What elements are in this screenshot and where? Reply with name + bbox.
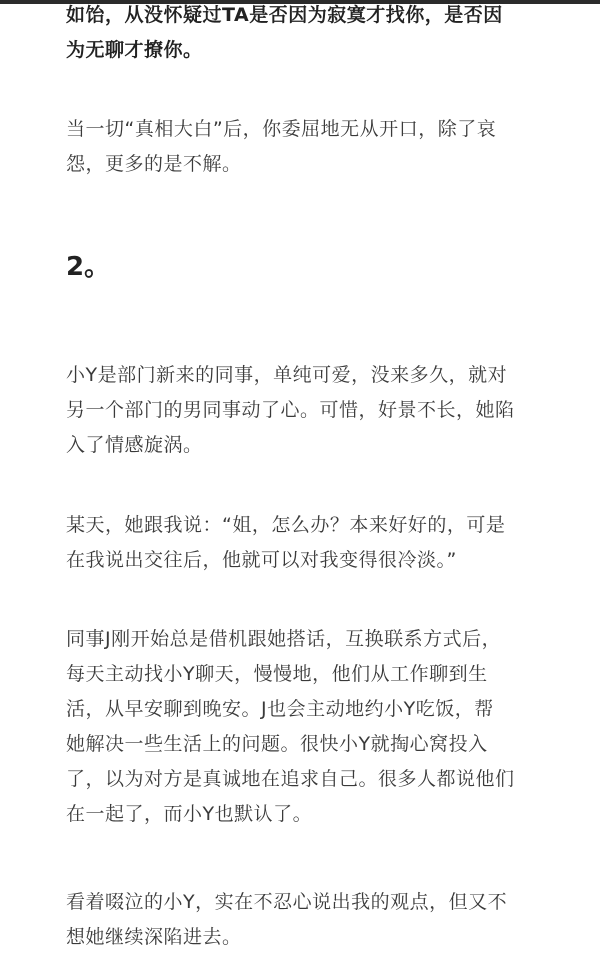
paragraph-line: 了，以为对方是真诚地在追求自己。很多人都说他们 bbox=[66, 768, 515, 790]
paragraph-line: 在一起了，而小Y也默认了。 bbox=[66, 803, 313, 825]
paragraph-line: 在我说出交往后，他就可以对我变得很冷淡。” bbox=[66, 549, 457, 571]
paragraph-line: 如饴，从没怀疑过TA是否因为寂寞才找你，是否因 bbox=[66, 4, 503, 26]
paragraph-line: 活，从早安聊到晚安。J也会主动地约小Y吃饭，帮 bbox=[66, 698, 494, 720]
paragraph-line: 想她继续深陷进去。 bbox=[66, 926, 242, 948]
paragraph-line: 她解决一些生活上的问题。很快小Y就掏心窝投入 bbox=[66, 733, 488, 755]
paragraph-line: 某天，她跟我说：“姐，怎么办？本来好好的，可是 bbox=[66, 514, 506, 536]
one-day-paragraph bbox=[66, 508, 546, 578]
xiao-y-paragraph bbox=[66, 358, 546, 463]
paragraph-line: 怨，更多的是不解。 bbox=[66, 153, 242, 175]
intro-bold-paragraph bbox=[66, 0, 546, 68]
truth-revealed-paragraph bbox=[66, 112, 546, 182]
section-heading: 2。 bbox=[66, 252, 111, 282]
paragraph-line: 同事J刚开始总是借机跟她搭话，互换联系方式后， bbox=[66, 628, 502, 650]
paragraph-line: 小Y是部门新来的同事，单纯可爱，没来多久，就对 bbox=[66, 364, 508, 386]
paragraph-line: 为无聊才撩你。 bbox=[66, 39, 203, 61]
colleague-j-paragraph bbox=[66, 622, 546, 832]
paragraph-line: 当一切“真相大白”后，你委屈地无从开口，除了哀 bbox=[66, 118, 497, 140]
paragraph-line: 看着啜泣的小Y，实在不忍心说出我的观点，但又不 bbox=[66, 891, 508, 913]
paragraph-line: 另一个部门的男同事动了心。可惜，好景不长，她陷 bbox=[66, 399, 515, 421]
paragraph-line: 每天主动找小Y聊天，慢慢地，他们从工作聊到生 bbox=[66, 663, 488, 685]
sobbing-paragraph bbox=[66, 885, 546, 955]
paragraph-line: 入了情感旋涡。 bbox=[66, 434, 203, 456]
